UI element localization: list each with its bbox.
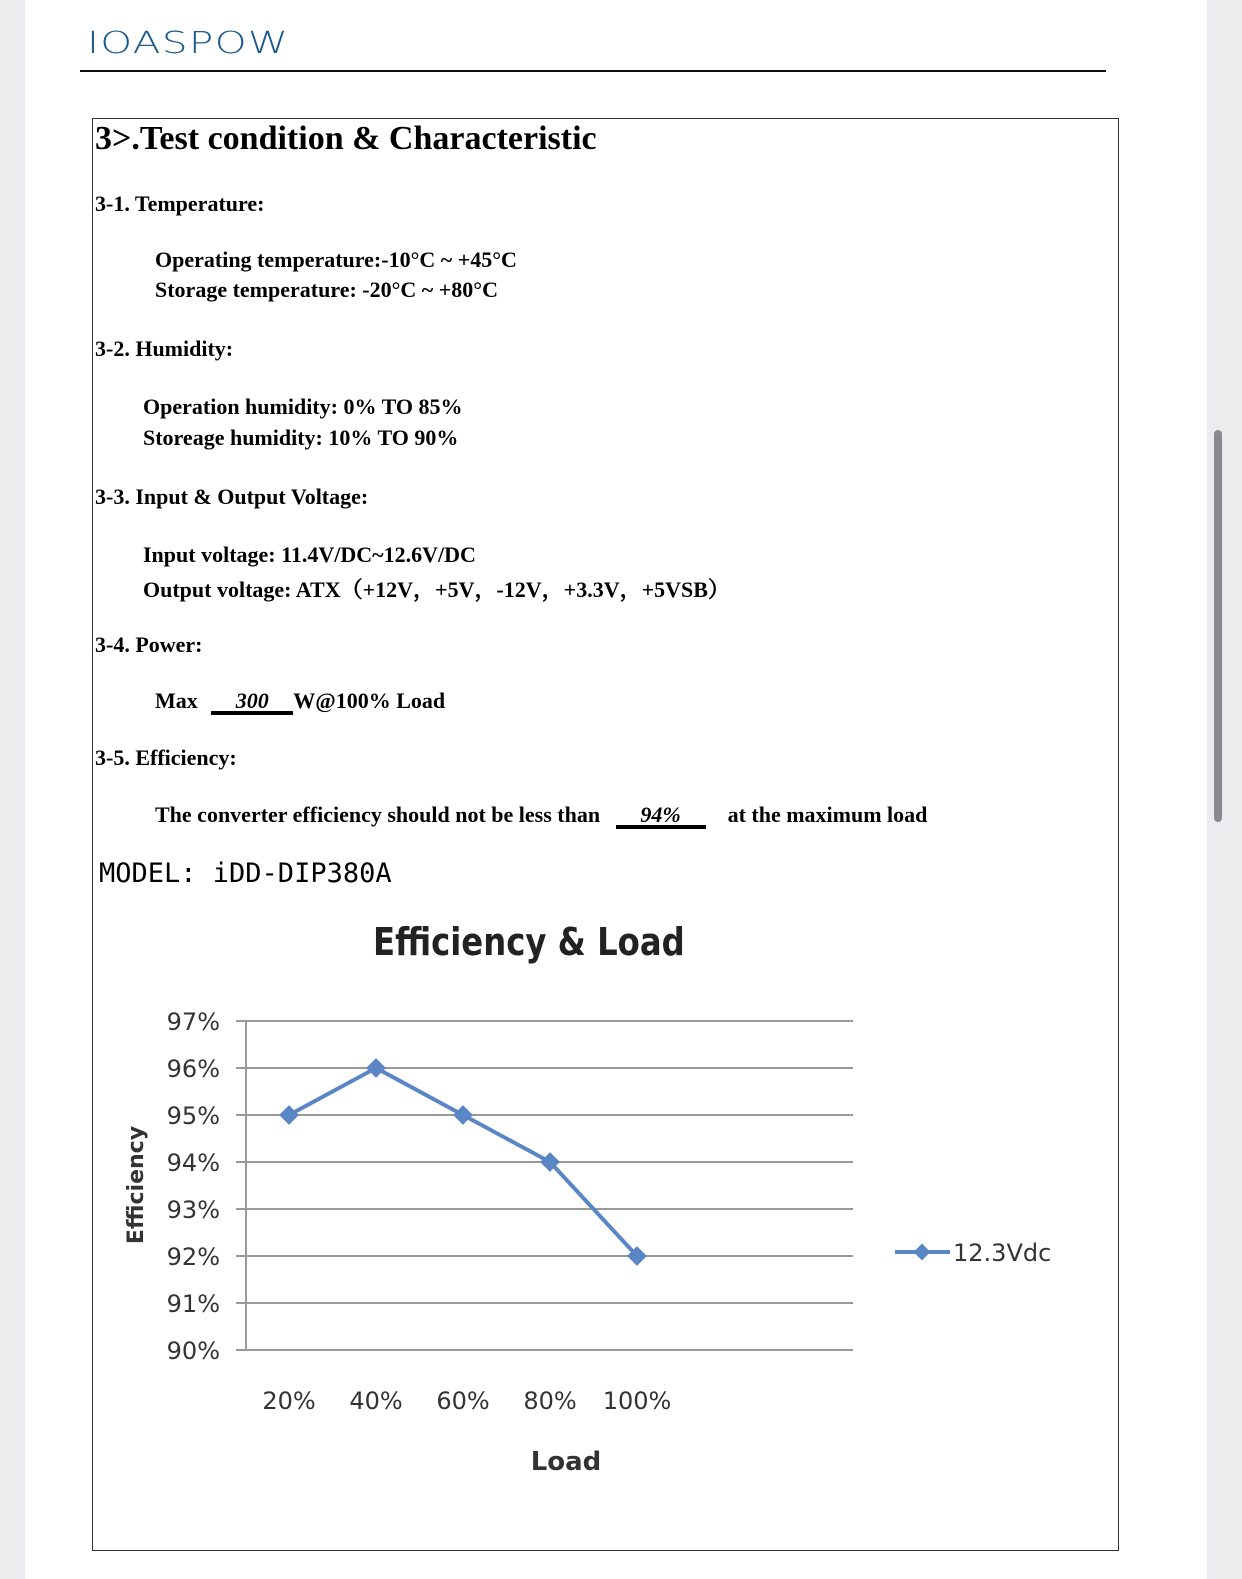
voltage-heading: 3-3. Input & Output Voltage: xyxy=(95,484,369,509)
efficiency-prefix: The converter efficiency should not be less than xyxy=(155,802,601,827)
x-axis-label: Load xyxy=(530,1447,602,1477)
x-tick-labels xyxy=(262,1387,671,1415)
y-tick-labels xyxy=(167,1008,220,1365)
data-point xyxy=(366,1058,386,1078)
power-value: 300 xyxy=(211,691,293,715)
y-axis-label: Efficiency xyxy=(124,1125,149,1245)
y-tick-label: 97% xyxy=(166,1008,220,1036)
power-prefix: Max xyxy=(155,688,198,713)
data-point xyxy=(453,1105,473,1125)
data-point xyxy=(279,1105,299,1125)
x-tick-label: 60% xyxy=(436,1387,490,1415)
chart-title: Efficiency & Load xyxy=(373,920,685,964)
x-tick-label: 100% xyxy=(602,1387,672,1415)
y-tick-label: 93% xyxy=(166,1196,220,1224)
efficiency-suffix: at the maximum load xyxy=(727,802,928,827)
power-heading: 3-4. Power: xyxy=(95,632,203,657)
input-voltage: Input voltage: 11.4V/DC~12.6V/DC xyxy=(143,542,476,567)
x-tick-label: 80% xyxy=(523,1387,577,1415)
storage-humidity: Storeage humidity: 10% TO 90% xyxy=(143,425,459,450)
model-label: MODEL: iDD-DIP380A xyxy=(99,858,392,889)
storage-temperature: Storage temperature: -20°C ~ +80°C xyxy=(155,277,498,302)
x-tick-label: 40% xyxy=(349,1387,403,1415)
y-tick-label: 90% xyxy=(166,1337,220,1365)
chart-legend xyxy=(895,1239,1051,1267)
temperature-heading: 3-1. Temperature: xyxy=(95,191,265,216)
y-tick-label: 96% xyxy=(166,1055,220,1083)
section-title: 3>.Test condition & Characteristic xyxy=(95,120,597,157)
y-tick-label: 95% xyxy=(166,1102,220,1130)
y-tick-label: 92% xyxy=(166,1243,220,1271)
legend-label: 12.3Vdc xyxy=(953,1239,1052,1267)
brand-logo: IOASPOW xyxy=(87,26,290,61)
chart-gridlines xyxy=(236,1021,853,1350)
x-tick-label: 20% xyxy=(262,1387,316,1415)
efficiency-heading: 3-5. Efficiency: xyxy=(95,745,237,770)
y-tick-label: 91% xyxy=(166,1290,220,1318)
operating-temperature: Operating temperature:-10°C ~ +45°C xyxy=(155,247,517,272)
humidity-heading: 3-2. Humidity: xyxy=(95,336,234,361)
operation-humidity: Operation humidity: 0% TO 85% xyxy=(143,394,463,419)
scrollbar[interactable] xyxy=(1214,430,1222,822)
y-tick-label: 94% xyxy=(166,1149,220,1177)
legend-marker xyxy=(914,1244,931,1261)
output-voltage: Output voltage: ATX（+12V，+5V，-12V，+3.3V，+5VSB） xyxy=(143,577,730,602)
power-suffix: W@100% Load xyxy=(293,688,446,713)
efficiency-value: 94% xyxy=(616,805,706,829)
